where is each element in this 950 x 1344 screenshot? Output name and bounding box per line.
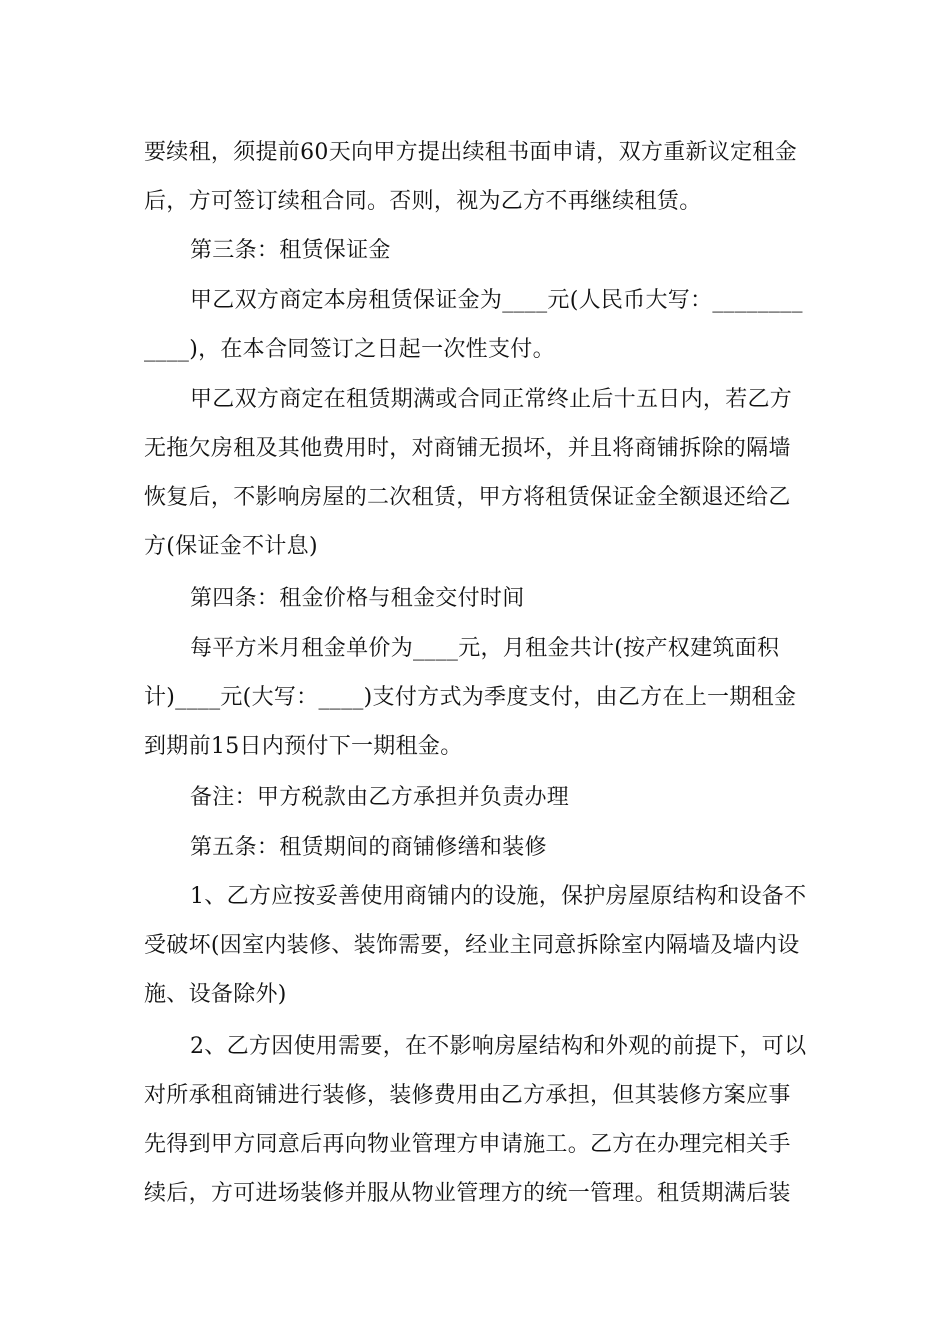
paragraph-clause-1: 1、乙方应按妥善使用商铺内的设施，保护房屋原结构和设备不受破坏(因室内装修、装饰需要，经业主同意拆除室内隔墙及墙内设施、设备除外)	[144, 884, 807, 1007]
paragraph-renewal-continued: 要续租，须提前60天向甲方提出续租书面申请，双方重新议定租金后，方可签订续租合同。否则，视为乙方不再继续租赁。	[144, 140, 797, 214]
paragraph-deposit-refund: 甲乙双方商定在租赁期满或合同正常终止后十五日内，若乙方无拖欠房租及其他费用时，对商铺无损坏，并且将商铺拆除的隔墙恢复后，不影响房屋的二次租赁，甲方将租赁保证金全额退还给乙方(保证金不计息)	[144, 387, 793, 559]
paragraph-rent-price: 每平方米月租金单价为____元，月租金共计(按产权建筑面积计)____元(大写：____)支付方式为季度支付，由乙方在上一期租金到期前15日内预付下一期租金。	[144, 636, 797, 759]
heading-article-3: 第三条：租赁保证金	[190, 238, 391, 263]
heading-article-5: 第五条：租赁期间的商铺修缮和装修	[190, 835, 547, 860]
paragraph-deposit-amount: 甲乙双方商定本房租赁保证金为____元(人民币大写：____________)，在本合同签订之日起一次性支付。	[144, 288, 803, 362]
paragraph-clause-2: 2、乙方因使用需要，在不影响房屋结构和外观的前提下，可以对所承租商铺进行装修，装修费用由乙方承担，但其装修方案应事先得到甲方同意后再向物业管理方申请施工。乙方在办理完相关手续后，方可进场装修并服从物业管理方的统一管理。租赁期满后装	[144, 1034, 807, 1206]
paragraph-note-tax: 备注：甲方税款由乙方承担并负责办理	[190, 785, 570, 810]
heading-article-4: 第四条：租金价格与租金交付时间	[190, 586, 525, 611]
